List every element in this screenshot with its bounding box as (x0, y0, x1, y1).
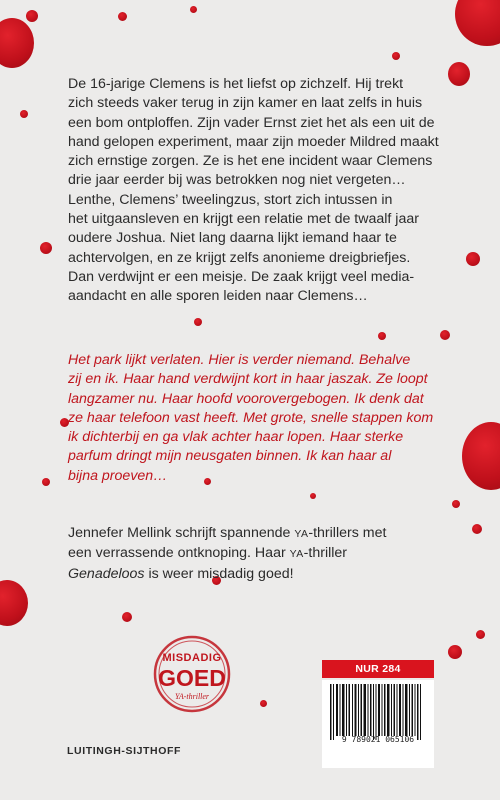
blurb-line: een bom ontploffen. Zijn vader Ernst ziet het als een uit de (68, 114, 435, 131)
stamp-middle-text: GOED (158, 665, 226, 691)
blood-splatter (40, 242, 52, 254)
blood-splatter (310, 493, 316, 499)
blurb-line: aandacht en alle sporen leiden naar Clemens… (68, 288, 368, 305)
blood-splatter (260, 700, 267, 707)
author-note (68, 524, 440, 584)
blood-splatter (472, 524, 482, 534)
blood-splatter (440, 330, 450, 340)
blood-splatter (0, 18, 34, 68)
excerpt-line: zij en ik. Haar hand verdwijnt kort in haar jaszak. Ze loopt (68, 371, 428, 388)
isbn-number: 9 789021 065106 (341, 735, 415, 744)
blurb-line: Dan verdwijnt er een meisje. De zaak krijgt veel media- (68, 268, 415, 285)
blurb-line: De 16-jarige Clemens is het liefst op zichzelf. Hij trekt (68, 76, 404, 92)
blurb-line: zich steeds vaker terug in zijn kamer en laat zelfs in huis (68, 95, 423, 112)
blurb-line: achtervolgen, en ze krijgt zelfs anonieme dreigbriefjes. (68, 249, 411, 266)
blood-splatter (392, 52, 400, 60)
blurb-line: hand gelopen experiment, maar zijn moeder Mildred maakt (68, 133, 439, 150)
blurb-line: drie jaar eerder bij was betrokken nog niet vergeten… (68, 172, 406, 189)
publisher-logo: LUITINGH-SIJTHOFF (67, 745, 182, 757)
blurb-line: oudere Joshua. Niet lang daarna lijkt iemand haar te (68, 230, 397, 247)
author-note-line: Genadeloos is weer misdadig goed! (68, 565, 294, 582)
blurb-text (68, 75, 440, 307)
blurb-line: zich ernstige zorgen. Ze is het ene incident waar Clemens (68, 153, 433, 170)
excerpt-line: langzamer nu. Haar hoofd voorovergebogen. Ik denk dat (68, 390, 424, 407)
blood-splatter (42, 478, 50, 486)
nur-label: NUR 284 (322, 660, 434, 678)
blood-splatter (466, 252, 480, 266)
excerpt-line: Het park lijkt verlaten. Hier is verder niemand. Behalve (68, 352, 411, 368)
excerpt-line: parfum dringt mijn neusgaten binnen. Ik kan haar al (68, 448, 392, 465)
blood-splatter (452, 500, 460, 508)
blood-splatter (455, 0, 500, 46)
misdadig-goed-stamp (152, 634, 232, 714)
blood-splatter (118, 12, 127, 21)
blood-splatter (448, 645, 462, 659)
blurb-line: het uitgaansleven en krijgt een relatie met de twaalf jaar (68, 211, 419, 228)
stamp-bottom-text: YA-thriller (174, 692, 210, 701)
blood-splatter (448, 62, 470, 86)
author-note-line: Jennefer Mellink schrijft spannende YA-thrillers met (68, 525, 387, 541)
blood-splatter (20, 110, 28, 118)
excerpt-line: ik dichterbij en ga vlak achter haar lopen. Haar sterke (68, 429, 404, 446)
blood-splatter (194, 318, 202, 326)
blood-splatter (122, 612, 132, 622)
blood-splatter (26, 10, 38, 22)
excerpt-line: ze haar telefoon vast heeft. Met grote, snelle stappen kom (68, 409, 434, 426)
blood-splatter (0, 580, 28, 626)
blurb-line: Lenthe, Clemens’ tweelingzus, stort zich intussen in (68, 191, 393, 208)
stamp-top-text: MISDADIG (162, 652, 222, 664)
blood-splatter (378, 332, 386, 340)
blood-splatter (476, 630, 485, 639)
barcode-area (322, 660, 434, 768)
blood-splatter (462, 422, 500, 490)
author-note-line: een verrassende ontknoping. Haar YA-thriller (68, 545, 348, 562)
book-title: Genadeloos (68, 565, 145, 582)
barcode (322, 680, 434, 768)
excerpt-text (68, 351, 440, 486)
blood-splatter (190, 6, 197, 13)
excerpt-line: bijna proeven… (68, 467, 168, 484)
